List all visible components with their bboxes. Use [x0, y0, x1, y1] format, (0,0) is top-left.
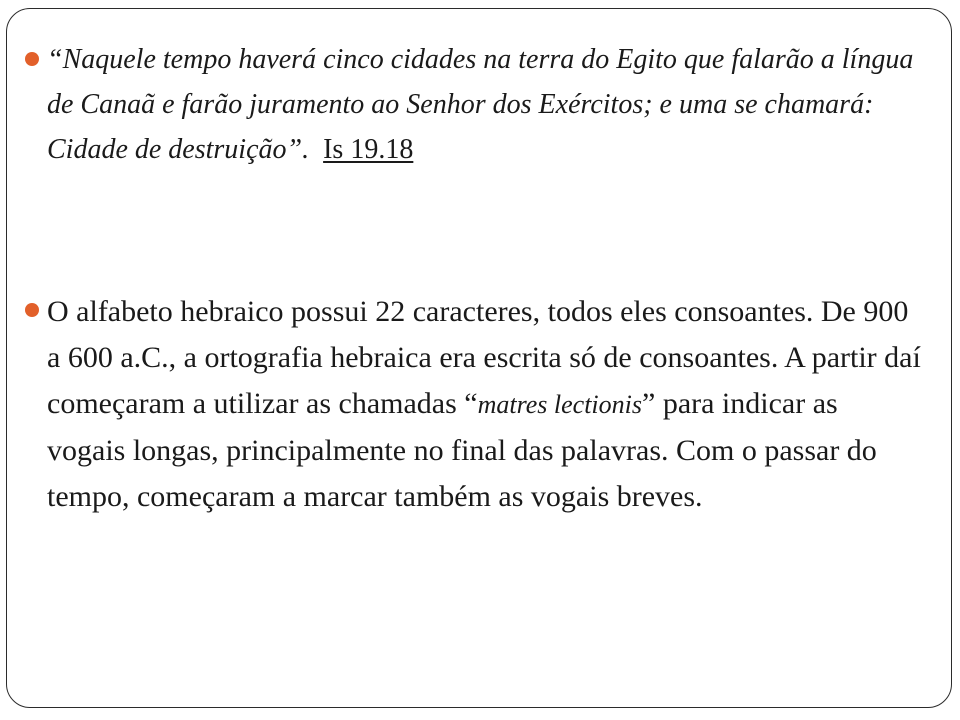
- scripture-reference-link[interactable]: Is 19.18: [323, 134, 414, 165]
- bullet-paragraph-2: [47, 289, 923, 520]
- quote-text: Naquele tempo haverá cinco cidades na terra do Egito que falarão a língua de Canaã e farão juramento ao Senhor dos Exércitos; e uma se chamará: Cidade de destruição: [47, 44, 914, 165]
- bullet-dot-2: [25, 303, 39, 317]
- bullet-paragraph-1: [47, 37, 923, 172]
- bullet-marker-1: [19, 52, 45, 66]
- bullet-marker-2: [19, 303, 45, 317]
- slide-frame: [6, 8, 952, 708]
- quote-open-mark: “: [47, 44, 63, 75]
- paragraph-text-after: ” para indicar as vogais longas, principalmente no final das palavras. Com o passar do tempo, começaram a marcar também as vogais breves.: [47, 387, 877, 513]
- bullet-dot-1: [25, 52, 39, 66]
- italic-term: matres lectionis: [477, 390, 642, 419]
- paragraph-text-before: O alfabeto hebraico possui 22 caracteres, todos eles consoantes. De 900 a 600 a.C., a ortografia hebraica era escrita só de consoantes. A partir daí começaram a utilizar as chamadas “: [47, 295, 921, 420]
- quote-close-mark: ”.: [286, 134, 310, 165]
